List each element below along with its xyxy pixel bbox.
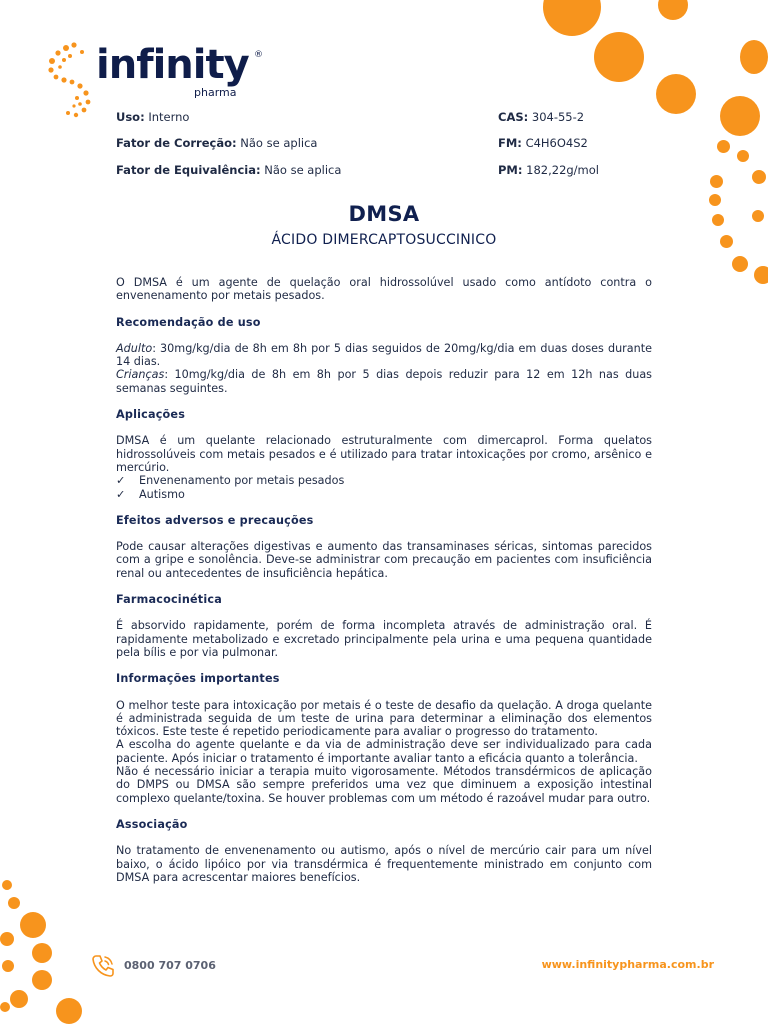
meta-pm-value: 182,22g/mol bbox=[526, 163, 599, 177]
phone-icon bbox=[90, 953, 116, 979]
list-item bbox=[116, 488, 652, 501]
list-item-text: Envenenamento por metais pesados bbox=[139, 474, 345, 488]
recomendacao-adulto bbox=[116, 342, 652, 369]
footer-phone-number: 0800 707 0706 bbox=[124, 959, 216, 972]
section-heading-farmacocinetica: Farmacocinética bbox=[116, 593, 222, 607]
meta-fator-correcao-value: Não se aplica bbox=[240, 136, 318, 150]
meta-pm-label: PM: bbox=[498, 163, 523, 177]
logo-mark-icon bbox=[44, 36, 104, 126]
meta-fator-equivalencia-label: Fator de Equivalência: bbox=[116, 163, 261, 177]
informacoes-paragraph-2: A escolha do agente quelante e da via de administração deve ser individualizado para cada paciente. Após iniciar o tratamento é importante avaliar tanto a eficácia quanto a tolerância. bbox=[116, 738, 652, 765]
recomendacao-adulto-text: : 30mg/kg/dia de 8h em 8h por 5 dias seguidos de 20mg/kg/dia em duas doses durante 14 dias. bbox=[116, 341, 652, 369]
checkmark-icon: ✓ bbox=[116, 474, 126, 488]
recomendacao-criancas bbox=[116, 368, 652, 395]
meta-cas-label: CAS: bbox=[498, 110, 529, 124]
document-body bbox=[116, 276, 652, 884]
meta-fator-correcao bbox=[116, 136, 317, 150]
checkmark-icon: ✓ bbox=[116, 487, 126, 501]
page-title: DMSA bbox=[348, 202, 420, 226]
section-heading-informacoes: Informações importantes bbox=[116, 672, 280, 686]
farmacocinetica-paragraph: É absorvido rapidamente, porém de forma incompleta através de administração oral. É rapidamente metabolizado e excretado principalmente pela urina e uma pequena quantidade pela bílis e por via pulmonar. bbox=[116, 619, 652, 659]
informacoes-paragraph-3: Não é necessário iniciar a terapia muito vigorosamente. Métodos transdérmicos de aplicação do DMPS ou DMSA são sempre preferidos uma vez que diminuem a exposição intestinal complexo quelante/toxina. Se houver problemas com um método é razoável mudar para outro. bbox=[116, 765, 652, 805]
section-heading-associacao: Associação bbox=[116, 817, 188, 831]
section-heading-recomendacao: Recomendação de uso bbox=[116, 315, 261, 329]
meta-cas bbox=[498, 110, 584, 124]
associacao-paragraph: No tratamento de envenenamento ou autismo, após o nível de mercúrio cair para um nível baixo, o ácido lipóico por via transdérmica é frequentemente ministrado em conjunto com DMSA para acrescentar maiores benefícios. bbox=[116, 844, 652, 884]
footer-website-link[interactable]: www.infinitypharma.com.br bbox=[541, 958, 714, 971]
aplicacoes-paragraph: DMSA é um quelante relacionado estruturalmente com dimercaprol. Forma quelatos hidrossolúveis com metais pesados e é utilizado para tratar intoxicações por cromo, arsênico e mercúrio. bbox=[116, 434, 652, 474]
efeitos-paragraph: Pode causar alterações digestivas e aumento das transaminases séricas, sintomas parecidos com a gripe e sonolência. Deve-se administrar com precaução em pacientes com insuficiência renal ou antecedentes de insuficiência hepática. bbox=[116, 540, 652, 580]
meta-fm-label: FM: bbox=[498, 136, 522, 150]
meta-pm bbox=[498, 163, 599, 177]
page-subtitle: ÁCIDO DIMERCAPTOSUCCINICO bbox=[271, 232, 497, 248]
meta-fator-equivalencia bbox=[116, 163, 341, 177]
recomendacao-criancas-label: Crianças bbox=[116, 368, 165, 382]
meta-uso-value: Interno bbox=[148, 110, 190, 124]
recomendacao-adulto-label: Adulto bbox=[116, 341, 153, 355]
list-item bbox=[116, 474, 652, 487]
meta-uso bbox=[116, 110, 189, 124]
meta-fm bbox=[498, 136, 588, 150]
logo-wordmark: infinity bbox=[96, 42, 249, 88]
meta-uso-label: Uso: bbox=[116, 110, 145, 124]
meta-fator-correcao-label: Fator de Correção: bbox=[116, 136, 237, 150]
recomendacao-criancas-text: : 10mg/kg/dia de 8h em 8h por 5 dias depois reduzir para 12 em 12h nas duas semanas seguintes. bbox=[116, 368, 652, 395]
meta-cas-value: 304-55-2 bbox=[531, 110, 585, 124]
logo-registered-mark: ® bbox=[254, 50, 263, 60]
intro-paragraph: O DMSA é um agente de quelação oral hidrossolúvel usado como antídoto contra o envenenamento por metais pesados. bbox=[116, 276, 652, 303]
meta-fator-equivalencia-value: Não se aplica bbox=[264, 163, 342, 177]
informacoes-paragraph-1: O melhor teste para intoxicação por metais é o teste de desafio da quelação. A droga quelante é administrada seguida de um teste de urina para determinar a eliminação dos elementos tóxicos. Este teste é repetido periodicamente para avaliar o progresso do tratamento. bbox=[116, 698, 652, 739]
section-heading-aplicacoes: Aplicações bbox=[116, 408, 186, 422]
list-item-text: Autismo bbox=[139, 487, 185, 501]
logo-subtitle: pharma bbox=[194, 86, 237, 99]
meta-fm-value: C4H6O4S2 bbox=[525, 136, 588, 150]
section-heading-efeitos: Efeitos adversos e precauções bbox=[116, 513, 314, 527]
aplicacoes-list bbox=[116, 474, 652, 501]
